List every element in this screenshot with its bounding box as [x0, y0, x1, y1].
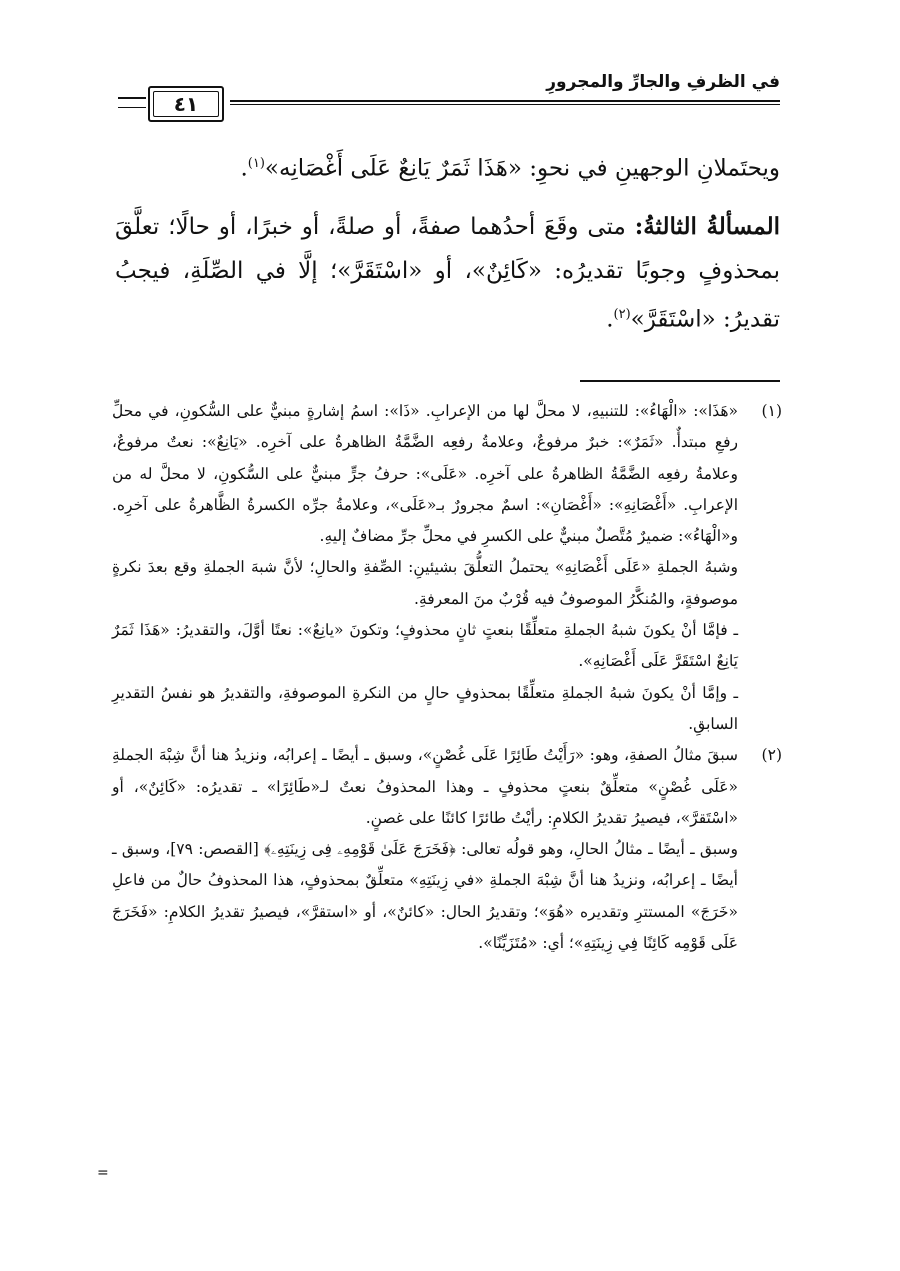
- footnote-paragraph: سبقَ مثالُ الصفةِ، وهو: «رَأَيْتُ طَائِرًا عَلَى غُصْنٍ»، وسبق ـ أيضًا ـ إعرابُه، ونزيدُ هنا أنَّ شِبْهَ الجملةِ «عَلَى غُصْنٍ» متعلِّقٌ بنعتٍ محذوفٍ ـ وهذا المحذوفُ نعتٌ لـ«طَائِرًا» ـ تقديرُه: «كَائِنٌ»، أو «اسْتَقرَّ»، فيصيرُ تقديرُ الكلامِ: رأيْتُ طائرًا كائنًا على غصنٍ.: [112, 746, 738, 827]
- footnote-paragraph: وسبق ـ أيضًا ـ مثالُ الحالِ، وهو قولُه تعالى: ﴿فَخَرَجَ عَلَىٰ قَوْمِهِۦ فِى زِينَتِهِۦ﴾ [القصص: ٧٩]، وسبق ـ أيضًا ـ إعرابُه، ونزيدُ هنا أنَّ شِبْهَ الجملةِ «في زِينَتِهِ» متعلِّقٌ بمحذوفٍ، هذا المحذوفُ حالٌ من فاعلِ «خَرَجَ» المستترِ وتقديره «هُوَ»؛ وتقديرُ الحال: «كائنٌ»، أو «استقرَّ»، فيصيرُ تقديرُ الكلامِ: «فَخَرَجَ عَلَى قَوْمِه كَائِنًا فِي زِينَتِهِ»؛ أي: «مُتَزَيِّنًا».: [112, 840, 738, 953]
- header-ornament: [118, 97, 146, 108]
- page-number: ٤١: [173, 92, 199, 116]
- header-rule: [230, 100, 780, 102]
- paragraph-1: [115, 142, 780, 191]
- footnote-ref-2: (٢): [613, 306, 631, 322]
- footnotes: [112, 396, 782, 959]
- paragraph-2-end: .: [606, 306, 614, 333]
- paragraph-1-text: ويحتَملانِ الوجهينِ في نحوِ: «هَذَا ثَمَرٌ يَانِعٌ عَلَى أَغْصَانِه»: [264, 155, 780, 182]
- footnote-ref-1: (١): [247, 156, 265, 171]
- main-text: [115, 142, 780, 355]
- continuation-mark: =: [97, 1165, 109, 1181]
- footnote-paragraph: ـ وإمَّا أنْ يكونَ شبهُ الجملةِ متعلِّقًا بمحذوفٍ حالٍ من النكرةِ الموصوفةِ، والتقديرُ هو نفسُ التقديرِ السابقِ.: [112, 683, 738, 733]
- footnote-number: (١): [761, 402, 782, 420]
- footnote-2: [112, 740, 782, 959]
- footnote-paragraph: «هَذَا»: «الْهَاءُ»: للتنبيهِ، لا محلَّ لها من الإعرابِ. «ذَا»: اسمُ إشارةٍ مبنيٌّ على السُّكونِ، في محلِّ رفعِ مبتدأٌ. «ثَمَرٌ»: خبرٌ مرفوعٌ، وعلامةُ رفعِه الضَّمَّةُ الظاهرةُ على آخرِه. «يَانِعٌ»: نعتٌ مرفوعٌ، وعلامةُ رفعِه الضَّمَّةُ الظاهرةُ على آخرِه. «عَلَى»: حرفُ جرٍّ مبنيٌّ على السُّكونِ، لا محلَّ له من الإعرابِ. «أَغْصَانِهِ»: «أَغْصَانِ»: اسمٌ مجرورٌ بـ«عَلَى»، وعلامةُ جرِّه الكسرةُ الظَّاهرةُ على آخرِه. و«الْهَاءُ»: ضميرٌ مُتَّصلٌ مبنيٌّ على الكسرِ في محلِّ جرِّ مضافٌ إليهِ.: [112, 402, 738, 546]
- page-number-frame: [148, 86, 224, 122]
- header-rule-thin: [230, 104, 780, 105]
- paragraph-1-end: .: [240, 155, 248, 182]
- paragraph-2: [115, 205, 780, 342]
- footnote-1: [112, 396, 782, 740]
- footnote-paragraph: ـ فإمَّا أنْ يكونَ شبهُ الجملةِ متعلِّقًا بنعتٍ ثانٍ محذوفٍ؛ وتكونَ «يانِعٌ»: نعتًا أوَّلَ، والتقديرُ: «هَذَا ثَمَرٌ يَانِعٌ اسْتَقَرَّ عَلَى أَغْصَانِهِ».: [112, 621, 738, 671]
- paragraph-2-text: متى وقَعَ أحدُهما صفةً، أو صلةً، أو خبرًا، أو حالًا؛ تعلَّقَ بمحذوفٍ وجوبًا تقديرُه: «كَائِنٌ»، أو «اسْتَقَرَّ»؛ إلَّا في الصِّلَةِ، فيجبُ تقديرُ: «اسْتَقَرَّ»: [115, 213, 780, 333]
- footnote-paragraph: وشبهُ الجملةِ «عَلَى أَغْصَانِهِ» يحتملُ التعلُّقَ بشيئينِ: الصِّفةِ والحالِ؛ لأنَّ شبهَ الجملةِ وقع بعدَ نكرةٍ موصوفةٍ، والمُنكَّرُ الموصوفُ فيه قُرْبٌ منَ المعرفةِ.: [112, 558, 738, 608]
- footnote-separator: [580, 380, 780, 382]
- running-header: في الظرفِ والجارِّ والمجرورِ: [546, 72, 780, 92]
- footnote-number: (٢): [761, 746, 782, 765]
- issue-label: المسألةُ الثالثةُ:: [634, 212, 781, 240]
